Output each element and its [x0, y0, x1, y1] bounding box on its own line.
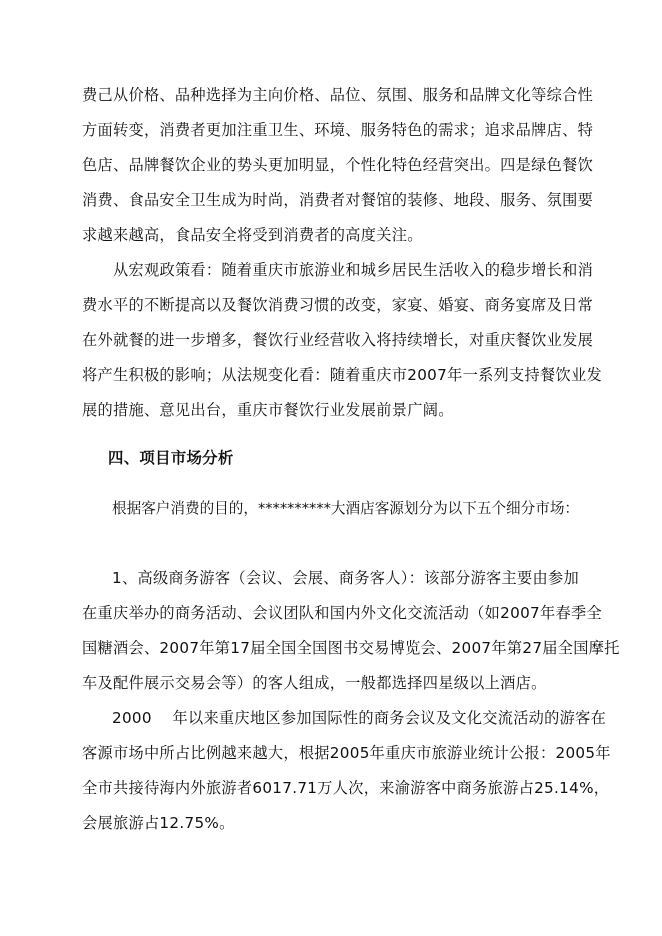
- paragraph-1-line-3: 色店、品牌餐饮企业的势头更加明显，个性化特色经营突出。四是绿色餐饮: [82, 156, 594, 174]
- paragraph-2-line-5: 展的措施、意见出台，重庆市餐饮行业发展前景广阔。: [82, 401, 454, 419]
- paragraph-4-line-2: 在重庆举办的商务活动、会议团队和国内外文化交流活动（如2007年春季全: [82, 604, 602, 622]
- paragraph-5-line-4: 会展旅游占12.75%。: [82, 814, 235, 832]
- paragraph-5-line-3: 全市共接待海内外旅游者6017.71万人次，来渝游客中商务旅游占25.14%，: [82, 779, 610, 797]
- paragraph-4-line-4: 车及配件展示交易会等）的客人组成，一般都选择四星级以上酒店。: [82, 674, 547, 692]
- paragraph-5-line-1: 2000 年以来重庆地区参加国际性的商务会议及文化交流活动的游客在: [112, 709, 607, 727]
- paragraph-2-line-4: 将产生积极的影响；从法规变化看：随着重庆市2007年一系列支持餐饮业发: [82, 366, 602, 384]
- paragraph-1-line-5: 求越来越高，食品安全将受到消费者的高度关注。: [82, 226, 423, 244]
- paragraph-1-line-4: 消费、食品安全卫生成为时尚，消费者对餐馆的装修、地段、服务、氛围要: [82, 191, 594, 209]
- paragraph-1-line-1: 费己从价格、品种选择为主向价格、品位、氛围、服务和品牌文化等综合性: [82, 86, 594, 104]
- paragraph-5-line-2: 客源市场中所占比例越来越大，根据2005年重庆市旅游业统计公报：2005年: [82, 744, 611, 762]
- paragraph-4-line-3: 国糖酒会、2007年第17届全国全国图书交易博览会、2007年第27届全国摩托: [82, 639, 620, 657]
- paragraph-4-line-1: 1、高级商务游客（会议、会展、商务客人）：该部分游客主要由参加: [112, 569, 579, 587]
- section-heading: 四、项目市场分析: [108, 449, 234, 467]
- paragraph-3: 根据客户消费的目的，**********大酒店客源划分为以下五个细分市场：: [112, 500, 580, 517]
- paragraph-2-line-2: 费水平的不断提高以及餐饮消费习惯的改变，家宴、婚宴、商务宴席及日常: [82, 296, 594, 314]
- paragraph-2-line-1: 从宏观政策看：随着重庆市旅游业和城乡居民生活收入的稳步增长和消: [113, 261, 594, 279]
- paragraph-1-line-2: 方面转变，消费者更加注重卫生、环境、服务特色的需求；追求品牌店、特: [82, 121, 594, 139]
- paragraph-2-line-3: 在外就餐的进一步增多，餐饮行业经营收入将持续增长，对重庆餐饮业发展: [82, 331, 594, 349]
